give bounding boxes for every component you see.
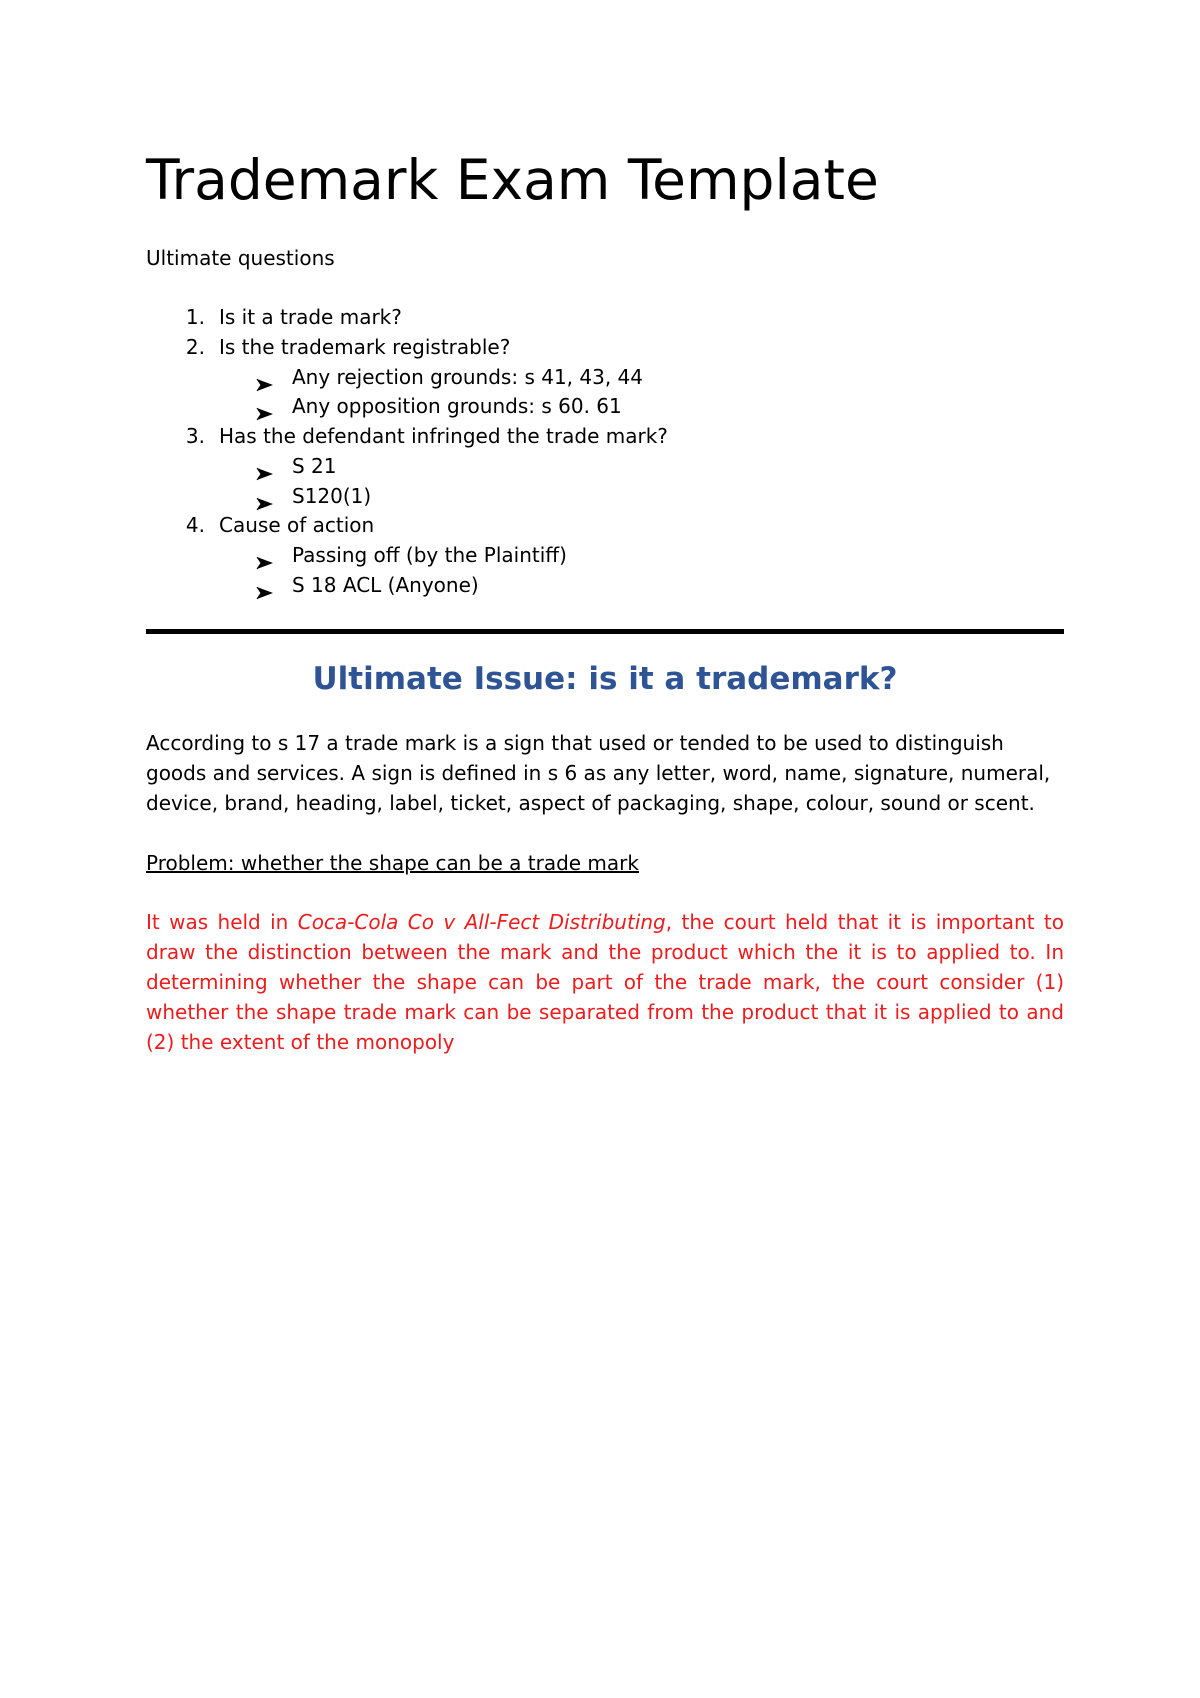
horizontal-rule <box>146 629 1064 634</box>
problem-statement: Problem: whether the shape can be a trade mark <box>146 851 639 875</box>
subitem-text: Passing off (by the Plaintiff) <box>292 543 567 567</box>
case-name: Coca-Cola Co v All-Fect Distributing <box>297 910 666 934</box>
question-number: 3. <box>185 424 205 448</box>
case-holding-paragraph <box>146 907 1064 1057</box>
arrow-bullet-icon <box>256 549 274 563</box>
arrow-bullet-icon <box>256 460 274 474</box>
case-holding-prefix: It was held in <box>146 910 298 934</box>
arrow-bullet-icon <box>256 490 274 504</box>
question-subitem <box>146 541 1064 571</box>
subitem-text: Any opposition grounds: s 60. 61 <box>292 394 622 419</box>
arrow-bullet-icon <box>256 579 274 593</box>
question-text: Cause of action <box>219 513 375 538</box>
question-text: Is it a trade mark? <box>219 305 402 329</box>
question-number: 2. <box>185 334 205 359</box>
subitem-text: S 21 <box>292 453 337 478</box>
question-text: Is the trademark registrable? <box>219 334 511 359</box>
question-item <box>146 303 1064 333</box>
ultimate-questions-heading: Ultimate questions <box>146 246 335 270</box>
document-title: Trademark Exam Template <box>146 148 879 212</box>
section-heading: Ultimate Issue: is it a trademark? <box>312 661 898 697</box>
question-number: 4. <box>185 513 205 538</box>
arrow-bullet-icon <box>256 371 274 385</box>
question-item <box>146 333 1064 363</box>
question-item <box>146 511 1064 541</box>
question-subitem <box>146 392 1064 422</box>
question-text: Has the defendant infringed the trade mark? <box>219 424 668 448</box>
question-subitem <box>146 452 1064 482</box>
subitem-text: S120(1) <box>292 483 372 508</box>
questions-list <box>146 303 1064 601</box>
definition-paragraph: According to s 17 a trade mark is a sign that used or tended to be used to distinguish goods and services. A sign is defined in s 6 as any letter, word, name, signature, numeral, device, brand, heading, label, ticket, aspect of packaging, shape, colour, sound or scent. <box>146 731 1051 815</box>
subitem-text: S 18 ACL (Anyone) <box>292 572 479 597</box>
subitem-text: Any rejection grounds: s 41, 43, 44 <box>292 364 643 389</box>
question-subitem <box>146 482 1064 512</box>
case-holding-text: , the court held that it is important to draw the distinction between the mark and the product which the it is to applied to. In determining whether the shape can be part of the trade mark, the court consider (1) whether the shape trade mark can be separated from the product that it is applied to and (2) the extent of the monopoly <box>146 910 1064 1054</box>
question-number: 1. <box>185 305 205 329</box>
arrow-bullet-icon <box>256 400 274 414</box>
question-item <box>146 422 1064 452</box>
question-subitem <box>146 571 1064 601</box>
question-subitem <box>146 363 1064 393</box>
